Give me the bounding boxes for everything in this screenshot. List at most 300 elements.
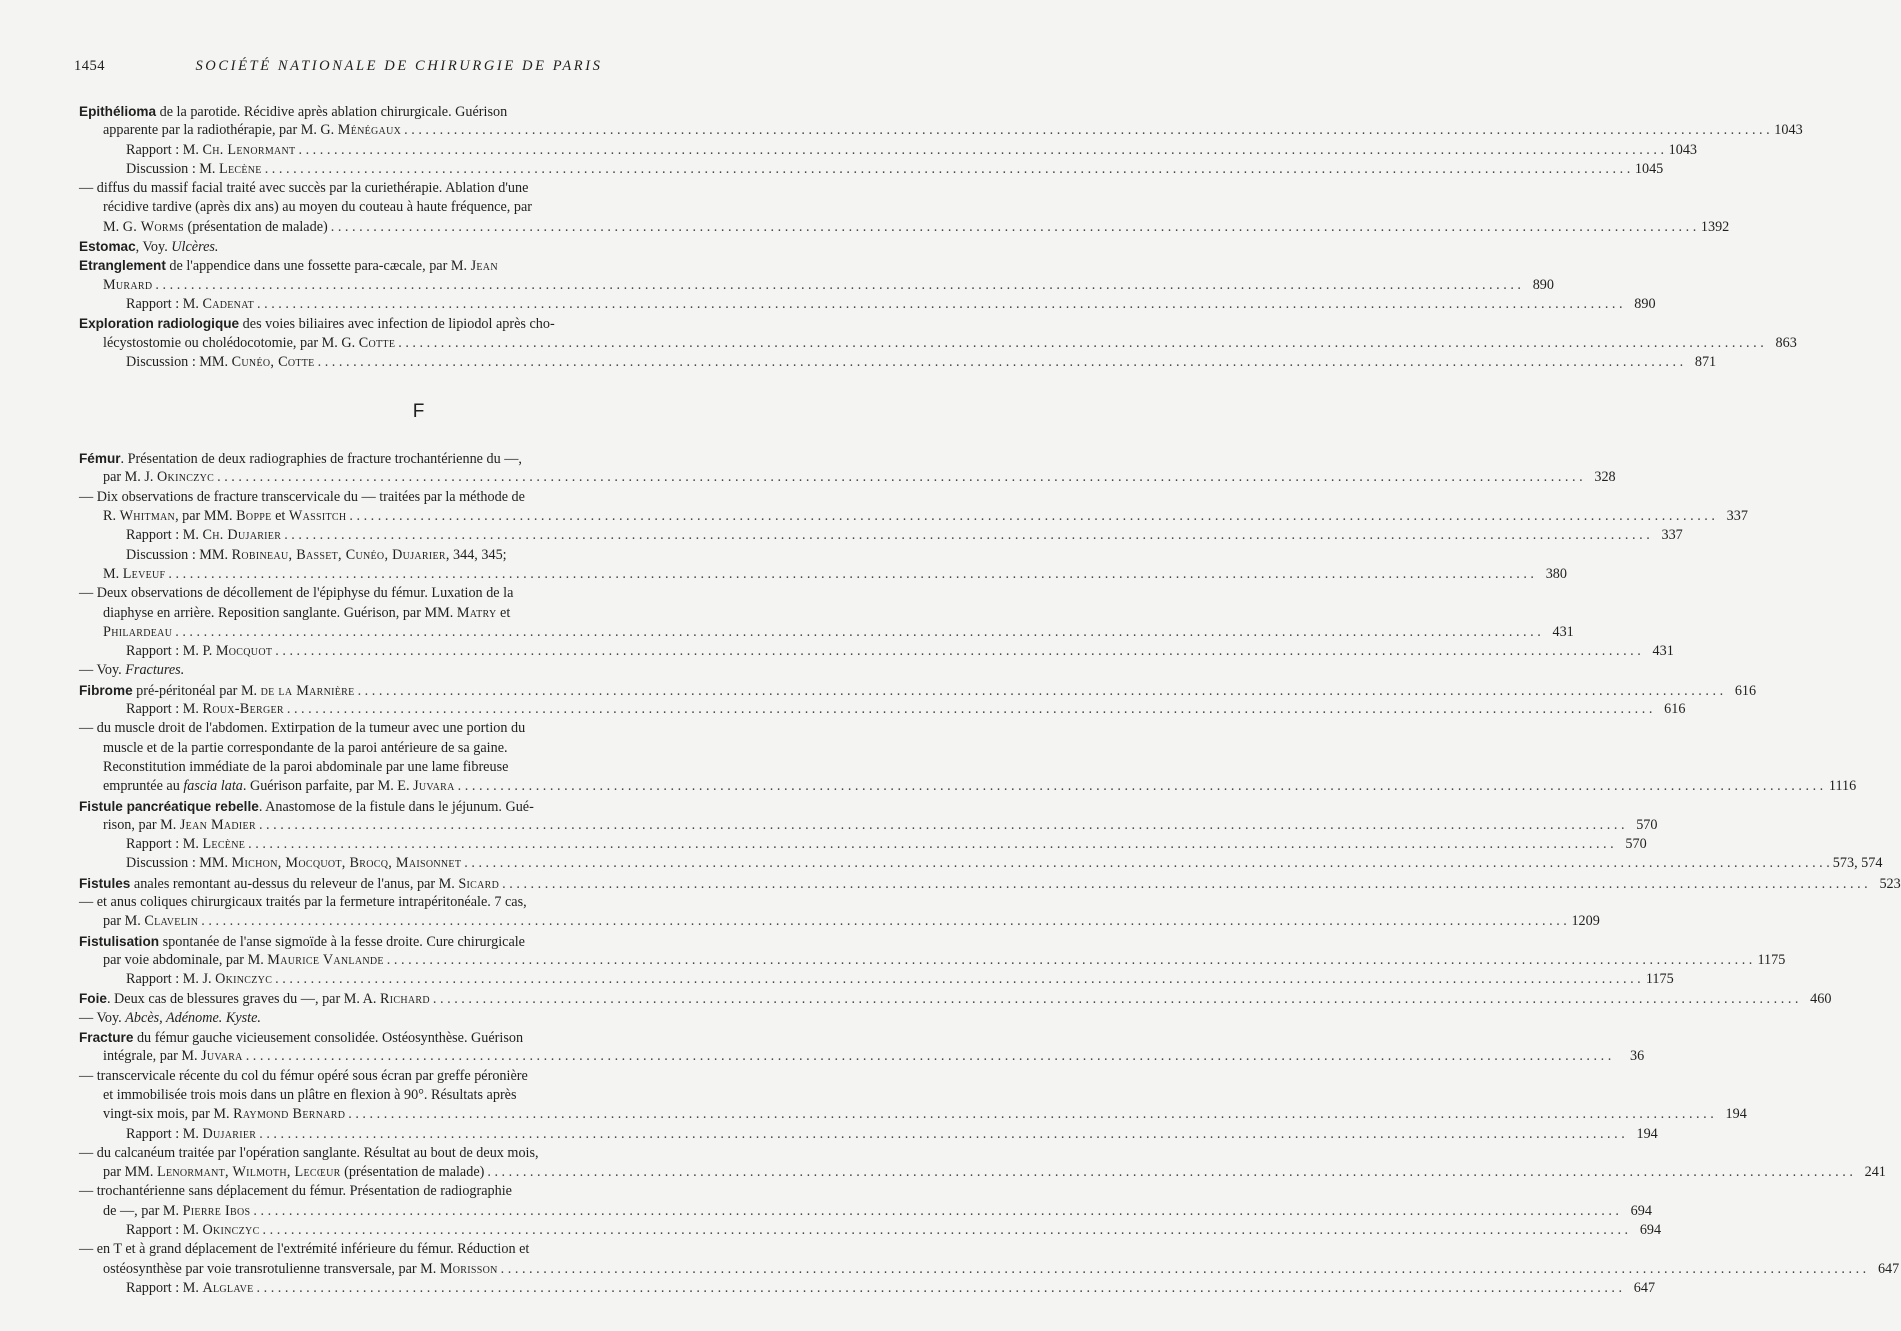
- index-line: [79, 893, 758, 912]
- dot-leader: [201, 912, 1567, 931]
- dot-leader: [168, 565, 1534, 584]
- entry-text: Rapport : M.: [126, 295, 203, 312]
- entry-text: Discussion : MM.: [126, 353, 232, 370]
- dot-leader: [275, 970, 1641, 989]
- index-line: [79, 334, 1797, 353]
- entry-text: muscle et de la partie correspondante de la paroi antérieure de sa gaine.: [103, 739, 508, 756]
- page-reference: 1209: [1571, 913, 1600, 930]
- line-text: [79, 1240, 529, 1259]
- entry-text: , par MM.: [175, 508, 237, 525]
- author-name: Ménégaux: [337, 122, 402, 139]
- page-reference: 194: [1725, 1106, 1747, 1123]
- index-line: [79, 661, 758, 680]
- index-line: [79, 218, 1730, 237]
- line-text: [126, 295, 254, 314]
- dot-leader: [217, 468, 1583, 487]
- author-name: G. Worms: [122, 218, 184, 235]
- entry-text: (présentation de malade): [183, 218, 328, 235]
- author-name: Dujarier: [202, 1125, 257, 1142]
- page-reference: 570: [1636, 816, 1658, 833]
- entry-text: Rapport : M.: [126, 141, 203, 158]
- entry-text: spontanée de l'anse sigmoïde à la fesse droite. Cure chirurgicale: [159, 933, 525, 950]
- line-text: [79, 449, 522, 469]
- index-line: [79, 816, 1658, 835]
- dot-leader: [464, 854, 1830, 873]
- page-number: 1454: [74, 58, 105, 74]
- index-line: [79, 739, 758, 758]
- author-name: Jean: [470, 258, 498, 275]
- index-line: [79, 121, 1803, 140]
- author-name: Morisson: [439, 1260, 498, 1277]
- line-text: [79, 719, 525, 738]
- page-reference: 337: [1661, 527, 1683, 544]
- line-text: [79, 314, 555, 334]
- entry-text: apparente par la radiothérapie, par M. G.: [103, 122, 338, 139]
- line-text: [126, 160, 262, 179]
- entry-text: Rapport : M. P.: [126, 643, 216, 660]
- index-line: [79, 970, 1674, 989]
- index-line: [79, 951, 1786, 970]
- page-reference: 431: [1652, 643, 1674, 660]
- page-reference: 1116: [1828, 778, 1857, 795]
- entry-text: — du muscle droit de l'abdomen. Extirpation de la tumeur avec une portion du: [79, 720, 526, 737]
- entry-text: — trochantérienne sans déplacement du fémur. Présentation de radiographie: [79, 1183, 512, 1200]
- index-line: [79, 758, 758, 777]
- index-line: [79, 854, 1883, 873]
- index-entry: [79, 256, 1656, 314]
- entry-text: R.: [103, 508, 120, 525]
- line-text: [79, 661, 184, 680]
- author-name: Wassitch: [288, 508, 347, 525]
- dot-leader: [458, 777, 1824, 796]
- index-keyword: Estomac: [79, 239, 136, 255]
- author-name: Lenormant, Wilmoth, Lecœur: [157, 1164, 341, 1181]
- index-keyword: Fistulisation: [79, 933, 160, 949]
- index-line: [79, 468, 1616, 487]
- author-name: Jean Madier: [179, 816, 256, 833]
- index-line: [79, 141, 1698, 160]
- dot-leader: [263, 1221, 1629, 1240]
- page-reference: 380: [1545, 565, 1567, 582]
- author-name: Juvara: [413, 778, 455, 795]
- line-text: [103, 565, 165, 584]
- line-text: [126, 546, 507, 565]
- entry-text: Rapport : M. J.: [126, 971, 216, 988]
- index-line: [79, 1221, 1662, 1240]
- index-keyword: Foie: [79, 991, 107, 1007]
- dot-leader: [287, 700, 1653, 719]
- entry-italic-text: Fractures.: [125, 662, 185, 679]
- line-text: [126, 854, 461, 873]
- index-line: [79, 160, 1664, 179]
- line-text: [79, 1182, 512, 1201]
- index-line: [79, 256, 758, 275]
- index-line: [79, 353, 1717, 372]
- entry-text: — diffus du massif facial traité avec succès par la curiethérapie. Ablation d'une: [79, 180, 529, 197]
- entry-text: — et anus coliques chirurgicaux traités par la fermeture intrapéritonéale. 7 cas,: [79, 893, 527, 910]
- entry-text: empruntée au: [103, 778, 184, 795]
- line-text: [79, 1144, 539, 1163]
- entry-text: Rapport : M.: [126, 701, 203, 718]
- index-keyword: Exploration radiologique: [79, 316, 240, 332]
- dot-leader: [358, 682, 1724, 701]
- index-line: [79, 1182, 758, 1201]
- dot-leader: [253, 1202, 1619, 1221]
- author-name: Ch. Dujarier: [202, 527, 282, 544]
- index-line: [79, 777, 1857, 796]
- entry-text: Rapport : M.: [126, 527, 203, 544]
- dot-leader: [248, 835, 1614, 854]
- page-reference: 241: [1864, 1164, 1886, 1181]
- entry-text: Reconstitution immédiate de la paroi abdominale par une lame fibreuse: [103, 758, 509, 775]
- entry-text: — Deux observations de décollement de l'épiphyse du fémur. Luxation de la: [79, 585, 514, 602]
- page-reference: 694: [1639, 1222, 1662, 1239]
- index-line: [79, 565, 1567, 584]
- line-text: [79, 797, 534, 817]
- index-line: [79, 1260, 1900, 1279]
- index-entry: [79, 314, 1797, 372]
- dot-leader: [265, 160, 1631, 179]
- entry-text: du fémur gauche vicieusement consolidée. Ostéosynthèse. Guérison: [133, 1030, 524, 1047]
- line-text: [126, 526, 281, 545]
- entry-text: (présentation de malade): [340, 1164, 485, 1181]
- page-reference: 890: [1532, 276, 1554, 293]
- entry-text: récidive tardive (après dix ans) au moyen du couteau à haute fréquence, par: [103, 199, 532, 216]
- line-text: [103, 218, 328, 237]
- entry-text: de —, par M.: [103, 1202, 183, 1219]
- index-line: [79, 488, 758, 507]
- line-text: [79, 989, 430, 1009]
- author-name: Alglave: [202, 1279, 254, 1296]
- line-text: [126, 835, 245, 854]
- entry-text: et immobilisée trois mois dans un plâtre en flexion à 90°. Résultats après: [103, 1086, 517, 1103]
- entry-text: — Voy.: [79, 662, 126, 679]
- author-name: Mocquot: [215, 643, 273, 660]
- entry-text: diaphyse en arrière. Reposition sanglante. Guérison, par MM.: [103, 604, 457, 621]
- page-reference: 871: [1694, 353, 1717, 370]
- page-reference: 647: [1633, 1279, 1656, 1296]
- dot-leader: [246, 1047, 1612, 1066]
- index-line: [79, 1028, 758, 1047]
- index-line: [79, 932, 758, 951]
- index-keyword: Fistules: [79, 875, 131, 891]
- line-text: [103, 1047, 243, 1066]
- index-line: [79, 797, 758, 816]
- index-line: [79, 1067, 758, 1086]
- index-list: [79, 102, 1901, 1298]
- index-line: [79, 102, 758, 121]
- index-line: [79, 237, 758, 256]
- entry-text: des voies biliaires avec infection de lipiodol après cho-: [239, 316, 555, 333]
- index-entry: [79, 797, 1883, 874]
- dot-leader: [257, 295, 1623, 314]
- index-line: [79, 449, 758, 468]
- entry-text: — transcervicale récente du col du fémur opéré sous écran par greffe péronière: [79, 1067, 528, 1084]
- index-entry: [79, 681, 1857, 797]
- dot-leader: [155, 276, 1521, 295]
- entry-text: et: [496, 604, 511, 621]
- entry-text: M.: [103, 218, 123, 235]
- line-text: [79, 584, 513, 603]
- index-keyword: Fibrome: [79, 682, 133, 698]
- dot-leader: [259, 1125, 1625, 1144]
- dot-leader: [501, 1260, 1867, 1279]
- line-text: [103, 1202, 250, 1221]
- page-reference: 431: [1552, 623, 1574, 640]
- index-line: [79, 295, 1656, 314]
- index-keyword: Etranglement: [79, 258, 166, 274]
- line-text: [103, 816, 256, 835]
- line-text: [103, 777, 455, 796]
- entry-text: Rapport : M.: [126, 836, 203, 853]
- page-reference: 573, 574: [1832, 855, 1883, 872]
- entry-text: Rapport : M.: [126, 1279, 203, 1296]
- line-text: [103, 623, 172, 642]
- page-reference: 523: [1879, 875, 1901, 892]
- entry-text: . Guérison parfaite, par M. E.: [242, 778, 414, 795]
- index-line: [79, 700, 1686, 719]
- dot-leader: [298, 141, 1664, 160]
- dot-leader: [349, 507, 1715, 526]
- entry-text: par M. J.: [103, 469, 157, 486]
- index-line: [79, 1144, 758, 1163]
- index-line: [79, 989, 1832, 1008]
- entry-text: et: [271, 508, 289, 525]
- line-text: [79, 237, 218, 257]
- index-line: [79, 1202, 1652, 1221]
- index-line: [79, 1009, 758, 1028]
- line-text: [79, 1009, 261, 1028]
- entry-text: de l'appendice dans une fossette para-cæcale, par M.: [165, 258, 471, 275]
- line-text: [79, 1028, 523, 1048]
- entry-text: Discussion : MM.: [126, 546, 232, 563]
- index-entry: [79, 989, 1832, 1028]
- author-name: Leveuf: [122, 565, 166, 582]
- author-name: Okinczyc: [157, 469, 215, 486]
- entry-text: . Deux cas de blessures graves du —, par M. A.: [106, 991, 380, 1008]
- index-line: [79, 604, 758, 623]
- page-reference: 36: [1630, 1048, 1645, 1065]
- dot-leader: [284, 526, 1650, 545]
- index-entry: [79, 1028, 1900, 1298]
- author-name: Okinczyc: [215, 971, 273, 988]
- entry-text: — Dix observations de fracture transcervicale du — traitées par la méthode de: [79, 488, 525, 505]
- entry-text: de la parotide. Récidive après ablation chirurgicale. Guérison: [156, 104, 508, 120]
- index-keyword: Fracture: [79, 1030, 134, 1046]
- index-line: [79, 1086, 758, 1105]
- author-name: Ch. Lenormant: [202, 141, 296, 158]
- index-line: [79, 507, 1748, 526]
- line-text: [103, 1260, 498, 1279]
- line-text: [103, 1163, 484, 1182]
- index-keyword: Fémur: [79, 451, 121, 467]
- dot-leader: [175, 623, 1541, 642]
- author-name: Cotte: [358, 334, 396, 351]
- line-text: [103, 739, 508, 758]
- index-line: [79, 546, 758, 565]
- entry-text: Discussion : M.: [126, 160, 220, 177]
- author-name: Raymond Bernard: [233, 1106, 346, 1123]
- index-entry: [79, 449, 1748, 681]
- entry-text: vingt-six mois, par M.: [103, 1106, 234, 1123]
- index-line: [79, 835, 1647, 854]
- entry-text: — Voy.: [79, 1009, 126, 1026]
- index-line: [79, 874, 1901, 893]
- page-reference: 570: [1625, 836, 1647, 853]
- index-entry: [79, 102, 1803, 237]
- entry-text: pré-péritonéal par M.: [132, 682, 261, 699]
- author-name: de la Marnière: [260, 682, 355, 699]
- entry-text: , 344, 345;: [445, 546, 507, 563]
- author-name: Maurice Vanlande: [267, 951, 384, 968]
- index-line: [79, 584, 758, 603]
- dot-leader: [275, 642, 1641, 661]
- index-entry: [79, 237, 758, 256]
- line-text: [79, 893, 527, 912]
- page-reference: 1392: [1700, 218, 1730, 235]
- page-reference: 616: [1734, 682, 1757, 699]
- line-text: [79, 256, 498, 276]
- page-reference: 616: [1664, 701, 1686, 718]
- entry-text: lécystostomie ou cholédocotomie, par M. G.: [103, 334, 359, 351]
- line-text: [126, 642, 272, 661]
- entry-text: Discussion : MM.: [126, 855, 232, 872]
- page-reference: 1043: [1668, 141, 1698, 158]
- entry-text: ostéosynthèse par voie transrotulienne transversale, par M.: [103, 1260, 440, 1277]
- dot-leader: [398, 334, 1764, 353]
- line-text: [103, 912, 198, 931]
- page-reference: 647: [1877, 1260, 1900, 1277]
- line-text: [126, 1221, 260, 1240]
- page-reference: 1175: [1645, 971, 1674, 988]
- index-keyword: Fistule pancréatique rebelle: [79, 798, 259, 814]
- author-name: Boppe: [236, 508, 272, 525]
- entry-italic-text: Ulcères.: [171, 239, 219, 256]
- index-line: [79, 642, 1674, 661]
- author-name: Robineau, Basset, Cunéo, Dujarier: [231, 546, 446, 563]
- page-header: [74, 58, 724, 80]
- entry-text: — du calcanéum traitée par l'opération sanglante. Résultat au bout de deux mois,: [79, 1144, 539, 1161]
- index-line: [79, 179, 758, 198]
- line-text: [103, 604, 510, 623]
- line-text: [103, 507, 346, 526]
- line-text: [103, 468, 214, 487]
- index-line: [79, 1047, 1645, 1066]
- line-text: [103, 1086, 516, 1105]
- index-line: [79, 1105, 1747, 1124]
- entry-text: par M.: [103, 913, 145, 930]
- entry-text: par voie abdominale, par M.: [103, 951, 268, 968]
- dot-leader: [331, 218, 1697, 237]
- line-text: [79, 932, 525, 952]
- index-line: [79, 681, 1757, 700]
- author-name: Cunéo, Cotte: [231, 353, 315, 370]
- index-line: [79, 1240, 758, 1259]
- line-text: [126, 1125, 256, 1144]
- line-text: [103, 276, 152, 295]
- entry-text: Rapport : M.: [126, 1222, 203, 1239]
- author-name: Cadenat: [202, 295, 255, 312]
- index-line: [79, 1125, 1658, 1144]
- author-name: Sicard: [458, 875, 500, 892]
- index-line: [79, 623, 1574, 642]
- line-text: [79, 1067, 528, 1086]
- dot-leader: [259, 816, 1625, 835]
- line-text: [79, 179, 528, 198]
- page-reference: 328: [1594, 469, 1616, 486]
- page-reference: 1043: [1774, 122, 1803, 139]
- author-name: Richard: [380, 991, 430, 1008]
- entry-italic-text: fascia lata: [183, 778, 243, 795]
- author-name: Juvara: [201, 1048, 243, 1065]
- index-line: [79, 526, 1683, 545]
- dot-leader: [433, 990, 1799, 1009]
- page-reference: 337: [1726, 508, 1748, 525]
- author-name: Philardeau: [103, 623, 173, 640]
- entry-italic-text: Abcès, Adénome. Kyste.: [125, 1009, 261, 1026]
- author-name: Lecène: [219, 160, 262, 177]
- index-line: [79, 1279, 1656, 1298]
- dot-leader: [348, 1105, 1714, 1124]
- index-entry: [79, 874, 1901, 932]
- page-reference: 194: [1636, 1125, 1658, 1142]
- dot-leader: [257, 1279, 1623, 1298]
- dot-leader: [487, 1163, 1853, 1182]
- entry-text: anales remontant au-dessus du releveur de l'anus, par M.: [130, 875, 459, 892]
- author-name: Okinczyc: [202, 1222, 260, 1239]
- dot-leader: [404, 121, 1770, 140]
- index-line: [79, 912, 1600, 931]
- line-text: [126, 353, 315, 372]
- index-line: [79, 276, 1554, 295]
- index-section-e: [79, 102, 1803, 372]
- index-keyword: Epithélioma: [79, 104, 157, 119]
- running-title: SOCIÉTÉ NATIONALE DE CHIRURGIE DE PARIS: [195, 58, 603, 74]
- entry-text: , Voy.: [135, 239, 172, 256]
- entry-text: intégrale, par M.: [103, 1048, 202, 1065]
- line-text: [79, 681, 355, 701]
- index-section-f: [79, 449, 1901, 1298]
- index-line: [79, 719, 758, 738]
- author-name: Murard: [103, 276, 153, 293]
- entry-text: — en T et à grand déplacement de l'extrémité inférieure du fémur. Réduction et: [79, 1241, 530, 1258]
- entry-text: M.: [103, 565, 123, 582]
- line-text: [103, 758, 508, 777]
- line-text: [126, 970, 272, 989]
- dot-leader: [502, 875, 1868, 894]
- dot-leader: [318, 353, 1684, 372]
- line-text: [103, 334, 395, 353]
- entry-text: . Anastomose de la fistule dans le jéjunum. Gué-: [258, 798, 534, 815]
- index-line: [79, 198, 758, 217]
- page-reference: 863: [1775, 334, 1797, 351]
- dot-leader: [387, 951, 1753, 970]
- line-text: [79, 102, 507, 122]
- page-reference: 694: [1630, 1202, 1652, 1219]
- page-reference: 460: [1810, 991, 1832, 1008]
- line-text: [103, 951, 384, 970]
- page-reference: 1045: [1634, 160, 1664, 177]
- entry-text: par MM.: [103, 1164, 157, 1181]
- line-text: [79, 488, 525, 507]
- author-name: Whitman: [119, 508, 176, 525]
- author-name: Roux-Berger: [202, 701, 284, 718]
- line-text: [79, 874, 499, 894]
- entry-text: Rapport : M.: [126, 1125, 203, 1142]
- entry-text: rison, par M.: [103, 816, 180, 833]
- line-text: [103, 121, 401, 140]
- author-name: Matry: [456, 604, 497, 621]
